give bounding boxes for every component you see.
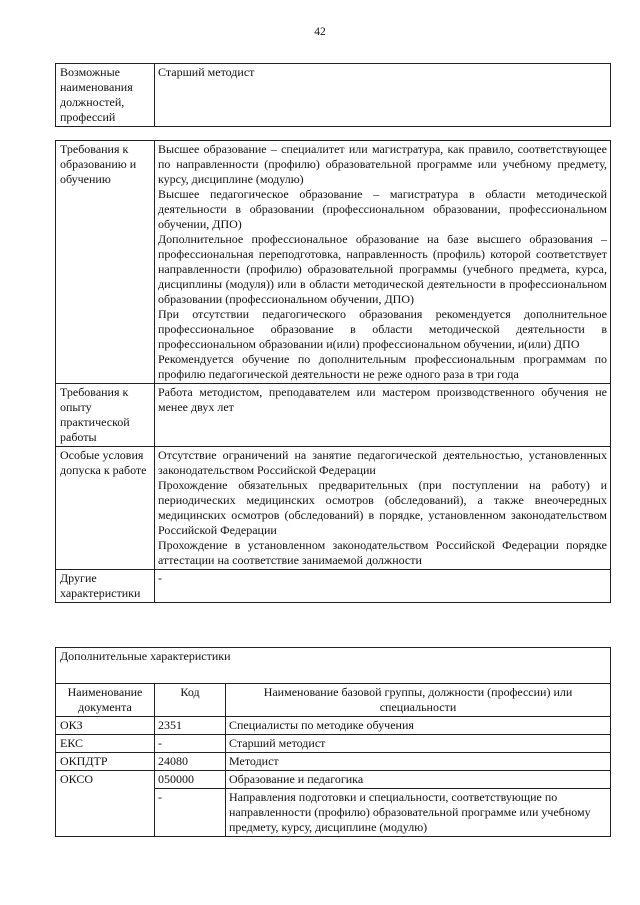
education-content <box>155 141 611 384</box>
paragraph: Дополнительное профессиональное образование на базе высшего образования – профессиональная переподготовка, направленность (профиль) которой соответствует направленности (профилю) образовательной программы (учебного предмета, курса, дисциплины (модуля)) или в области методической деятельности в профессиональном образовании (профессиональном обучении, ДПО) <box>158 232 607 306</box>
other-content <box>155 570 611 603</box>
cell-name: Старший методист <box>226 735 611 753</box>
cell-document: ОКПДТР <box>56 753 155 771</box>
table-row <box>56 753 611 771</box>
table-row <box>56 64 611 127</box>
cell-name: Направления подготовки и специальности, соответствующие по направленности (профилю) образовательной программе или учебному предмету, курсу, дисциплине (модулю) <box>226 789 611 837</box>
position-names-table <box>55 63 611 127</box>
additional-table <box>55 647 611 837</box>
table-row <box>56 384 611 447</box>
cell-name: Методист <box>226 753 611 771</box>
cell-code: - <box>155 789 226 837</box>
cell-document: ОКСО <box>56 771 155 837</box>
admission-content <box>155 447 611 570</box>
paragraph: Высшее образование – специалитет или магистратура, как правило, соответствующее по направленности (профилю) образовательной программе или учебному предмету, курсу, дисциплине (модулю) <box>158 142 607 186</box>
table-row <box>56 570 611 603</box>
education-label: Требования к образованию и обучению <box>56 141 155 384</box>
table-row <box>56 771 611 789</box>
header-code: Код <box>155 684 226 717</box>
header-document: Наименование документа <box>56 684 155 717</box>
cell-document: ОКЗ <box>56 717 155 735</box>
cell-name: Специалисты по методике обучения <box>226 717 611 735</box>
cell-code: 24080 <box>155 753 226 771</box>
experience-content <box>155 384 611 447</box>
position-names-value: Старший методист <box>155 64 611 127</box>
table-row <box>56 141 611 384</box>
other-label: Другие характеристики <box>56 570 155 603</box>
table-row <box>56 735 611 753</box>
paragraph: Рекомендуется обучение по дополнительным профессиональным программам по профилю педагогической деятельности не реже одного раза в три года <box>158 352 607 381</box>
cell-code: 050000 <box>155 771 226 789</box>
paragraph: Прохождение в установленном законодательством Российской Федерации порядке аттестации на соответствие занимаемой должности <box>158 538 607 567</box>
experience-label: Требования к опыту практической работы <box>56 384 155 447</box>
paragraph: Высшее педагогическое образование – магистратура в области методической деятельности в образовании (профессиональном образовании, профессиональном обучении, ДПО) <box>158 187 607 231</box>
cell-code: 2351 <box>155 717 226 735</box>
paragraph: - <box>158 571 162 585</box>
requirements-table <box>55 140 611 603</box>
table-row <box>56 717 611 735</box>
paragraph: Прохождение обязательных предварительных (при поступлении на работу) и периодических медицинских осмотров (обследований), а также внеочередных медицинских осмотров (обследований) в порядке, установленном законодательством Российской Федерации <box>158 478 607 537</box>
table-row <box>56 447 611 570</box>
additional-title: Дополнительные характеристики <box>56 648 611 684</box>
table-header-row <box>56 684 611 717</box>
table-row <box>56 648 611 684</box>
cell-code: - <box>155 735 226 753</box>
cell-document: ЕКС <box>56 735 155 753</box>
header-name: Наименование базовой группы, должности (профессии) или специальности <box>226 684 611 717</box>
page-number: 42 <box>314 26 326 38</box>
position-names-label: Возможные наименования должностей, профессий <box>56 64 155 127</box>
paragraph: Отсутствие ограничений на занятие педагогической деятельностью, установленных законодательством Российской Федерации <box>158 448 607 477</box>
cell-name: Образование и педагогика <box>226 771 611 789</box>
admission-label: Особые условия допуска к работе <box>56 447 155 570</box>
paragraph: При отсутствии педагогического образования рекомендуется дополнительное профессиональное образование в области методической деятельности в профессиональном образовании и(или) профессиональном обучении, и(или) ДПО <box>158 307 607 351</box>
paragraph: Работа методистом, преподавателем или мастером производственного обучения не менее двух лет <box>158 385 607 414</box>
